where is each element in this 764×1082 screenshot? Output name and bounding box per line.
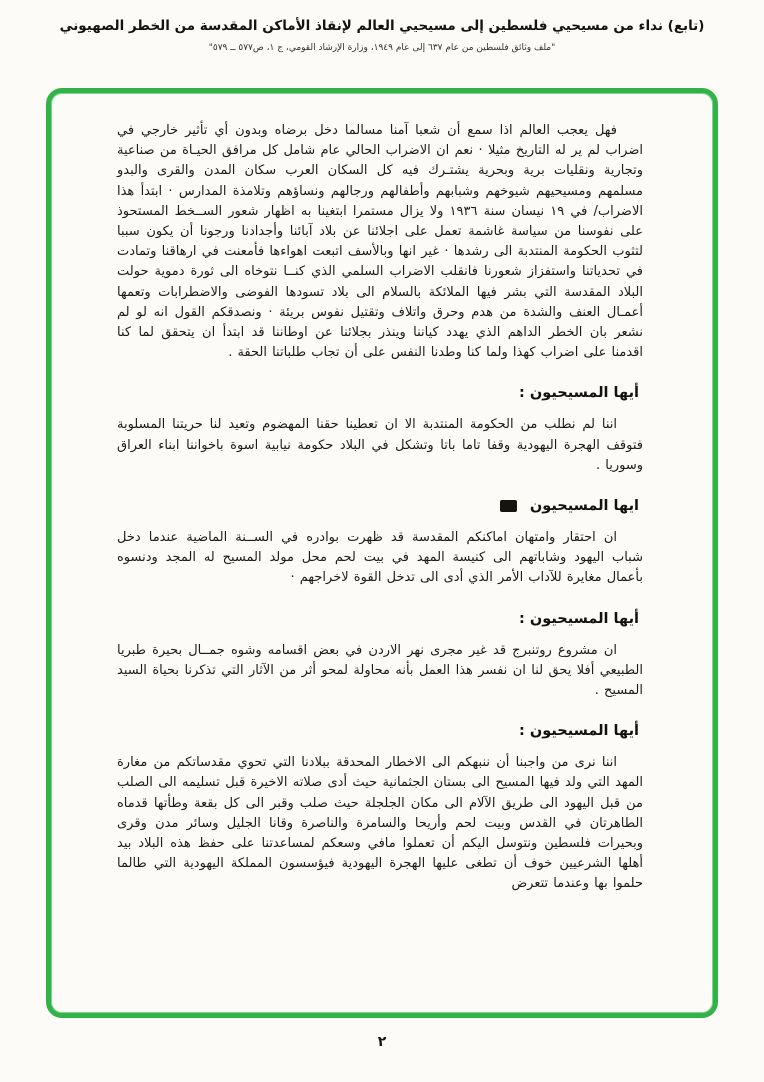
document-body — [51, 93, 713, 1013]
paragraph-warning-appeal: اننا نرى من واجبنا أن ننبهكم الى الاخطار المحدقة ببلادنا التي تحوي مقدساتكم من مغارة المهد التي ولد فيها المسيح الى بستان الجثمانية حيث أدى صلاته الاخيرة قبل تسليمه الى الصلب من قبل اليهود الى طريق الآلام الى مكان الجلجلة حيث صلب وقبر الى كل بقعة وطأتها قدماه الطاهرتان في القدس وبيت لحم وأريحا والسامرة والناصرة وقانا الجليل وسائر مدن وقرى وبحيرات فلسطين ونتوسل اليكم أن تعملوا مافي وسعكم لمساعدتنا على حفظ هذه البلاد بيد أهلها الشرعيين خوف أن تطغى عليها الهجرة اليهودية فيؤسسون المملكة اليهودية التي طالما حلموا بها وعندما تتعرض — [117, 755, 643, 892]
section-heading-christians-1: أيها المسيحيون : — [519, 385, 639, 402]
ink-smudge-artifact — [500, 500, 517, 512]
paragraph-demands: اننا لم نطلب من الحكومة المنتدبة الا ان تعطينا حقنا المهضوم وتعيد لنا حريتنا المسلوبة فتوقف الهجرة اليهودية وقفا تاما باتا وتشكل في البلاد حكومة نيابية اسوة باخواننا ابناء العراق وسوريا . — [117, 417, 643, 473]
paragraph-jordan-river: ان مشروع روتنبرج قد غير مجرى نهر الاردن في بعض اقسامه وشوه جمــال بحيرة طبريا الطبيعي أفلا يحق لنا ان نفسر هذا العمل بأنه محاولة لمحو أثر من الآثار التي تذكرنا بحياة السيد المسيح . — [117, 642, 643, 699]
section-heading-christians-4: أيها المسيحيون : — [519, 723, 639, 740]
section-heading-text: ايها المسيحيون — [529, 498, 639, 515]
paragraph-strike-description: فهل يعجب العالم اذا سمع أن شعبا آمنا مسالما دخل برضاه وبدون أي تأثير خارجي في اضراب لم ير له التاريخ مثيلا · نعم ان الاضراب الحالي عام شامل كل مرافق الحيـاة من صناعية وتجارية ونقليات برية وبحرية يشتـرك فيه كل السكان العرب سكان المدن والقرى والبدو مسلمهم ومسيحيهم شيوخهم وشبابهم وأطفالهم ورجالهم ونساؤهم وتلامذة المدارس · ابتدأ هذا الاضراب/ في ١٩ نيسان سنة ١٩٣٦ ولا يزال مستمرا ابتغينا به اظهار شعور الســخط المستحوذ على نفوسنا من سياسة غاشمة تعمل على اجلائنا عن بلاد آبائنا وأجدادنا ورجونا أن يكون سببا لتثوب الحكومة المنتدبة الى رشدها · غير انها وبالأسف اتبعت اهواءها فأمعنت في ارهاقنا وتمادت في تحدياتنا واستفزاز شعورنا فانقلب الاضراب السلمي الذي كنــا نتوخاه الى ثورة دموية حولت البلاد المقدسة التي بشر فيها الملائكة بالسلام الى بلاد تسودها الفوضى والاضطرابات وتعمها أعمـال العنف والشدة من هدم وحرق واتلاف وتقتيل نفوس بريئة · ونصدقكم القول انه لو لم نشعر بان الخطر الداهم الذي يهدد كياننا وينذر بجلائنا عن اوطاننا قد ابتدأ ان يتحقق لما كنا اقدمنا على اضراب كهذا ولما كنا وطدنا النفس على أن تجاب طلباتنا الحقة . — [117, 123, 643, 361]
page-number: ٢ — [377, 1034, 387, 1050]
section-heading-christians-3: أيها المسيحيون : — [519, 610, 639, 627]
document-title: (تابع) نداء من مسيحيي فلسطين إلى مسيحيي العالم لإنقاذ الأماكن المقدسة من الخطر الصهيوني — [59, 18, 705, 34]
section-heading-christians-2 — [117, 498, 639, 514]
source-citation: "ملف وثائق فلسطين من عام ٦٣٧ إلى عام ١٩٤٩، وزارة الإرشاد القومي، ج ١، ص٥٧٧ ــ ٥٧٩" — [208, 43, 556, 54]
document-header — [0, 0, 764, 53]
green-border-frame — [46, 88, 718, 1018]
paragraph-holy-places: ان احتقار وامتهان اماكنكم المقدسة قد ظهرت بوادره في الســنة الماضية عندما دخل شباب اليهود وشاباتهم الى كنيسة المهد في بيت لحم محل مولد المسيح له المجد ودنسوه بأعمال مغايرة للآداب الأمر الذي أدى الى تدخل القوة لاخراجهم · — [117, 530, 643, 586]
